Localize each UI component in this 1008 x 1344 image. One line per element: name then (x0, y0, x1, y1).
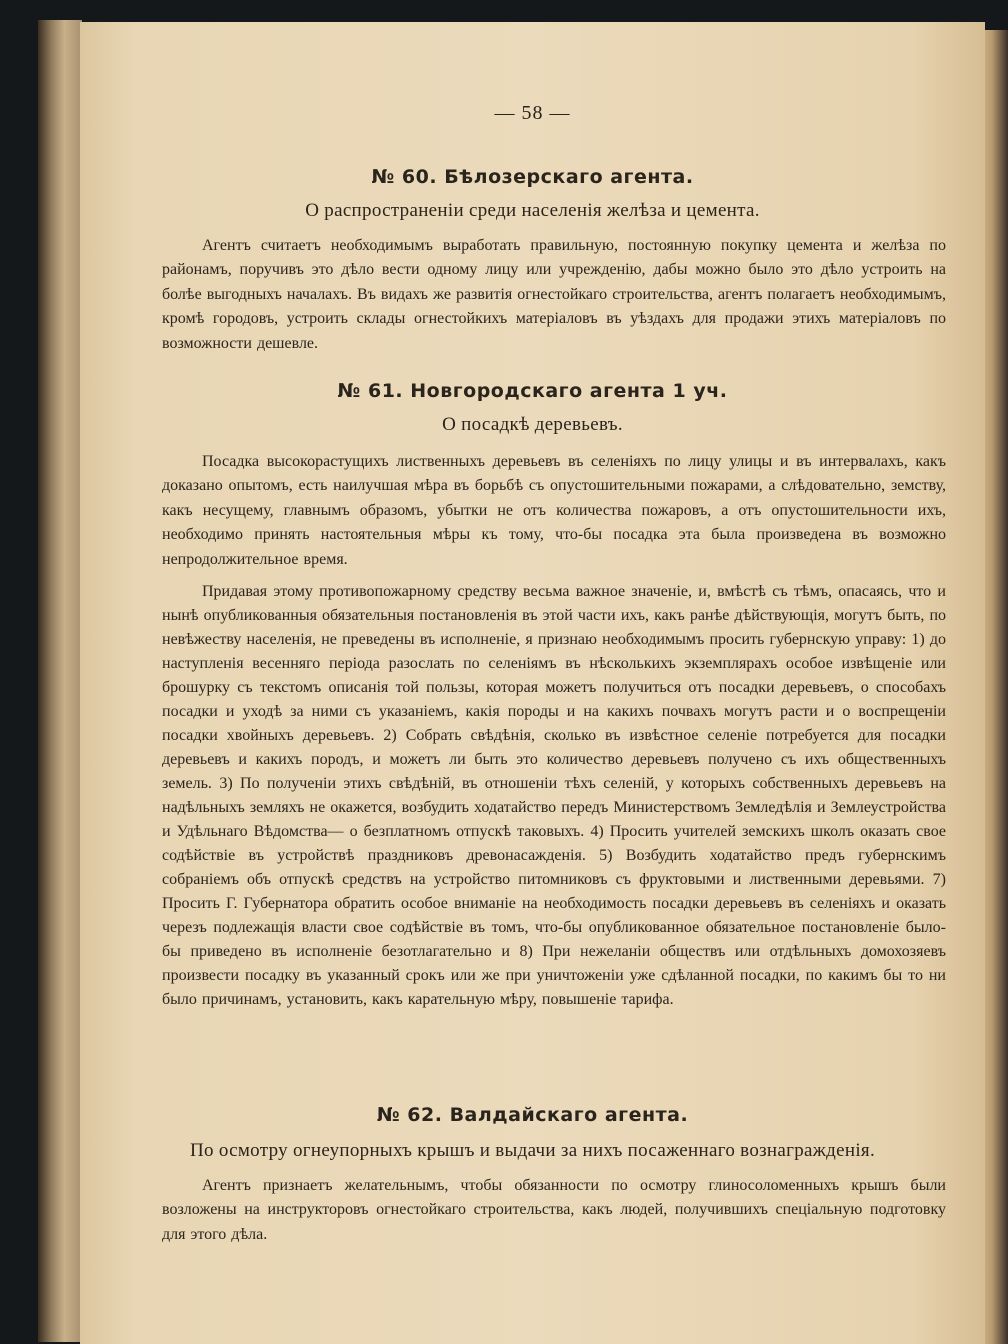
book-page (80, 22, 985, 1344)
section-61-subtitle: О посадкѣ деревьевъ. (442, 414, 623, 435)
section-61-paragraph-1: Посадка высокорастущихъ лиственныхъ деревьевъ въ селенiяхъ по лицу улицы и въ интервалахъ, какъ доказано опытомъ, есть наилучшая мѣра въ борьбѣ съ опустошительными пожарами, а слѣдовательно, земству, какъ несущему, главнымъ образомъ, убытки не отъ количества пожаровъ, а отъ опустошительности ихъ, необходимо принять настоятельныя мѣры къ тому, что-бы посадка эта была произведена въ возможно непродолжительное время. (162, 453, 946, 568)
left-page-edges (38, 20, 82, 1342)
section-61-title: № 61. Новгородскаго агента 1 уч. (337, 380, 728, 402)
section-60-subtitle: О распространенiи среди населенiя желѣза и цемента. (305, 200, 760, 221)
page-number: — 58 — (494, 102, 571, 124)
section-62-subtitle: По осмотру огнеупорныхъ крышъ и выдачи за нихъ посаженнаго вознагражденiя. (189, 1140, 876, 1161)
section-60-title: № 60. Бѣлозерскаго агента. (371, 166, 694, 188)
section-61-paragraph-2: Придавая этому противопожарному средству весьма важное значенiе, и, вмѣстѣ съ тѣмъ, опасаясь, что и нынѣ опубликованныя обязательныя постановленiя въ этой части ихъ, какъ ранѣе дѣйствующiя, могутъ быть, по невѣжеству населенiя, не преведены въ исполненiе, я признаю необходимымъ просить губернскую управу: 1) до наступленiя весенняго перiода разослать по селенiямъ въ нѣсколькихъ экземплярахъ особое извѣщенiе или брошурку съ текстомъ описанiя той пользы, которая можетъ получиться отъ посадки деревьевъ, о способахъ посадки и уходѣ за ними съ указанiемъ, какiя породы и на какихъ почвахъ могутъ расти и о воспрещенiи посадки хвойныхъ деревьевъ. 2) Собрать свѣдѣнiя, сколько въ извѣстное селенiе потребуется для посадки деревьевъ и какихъ породъ, и можетъ ли быть это количество деревьевъ получено съ ихъ общественныхъ земель. 3) По полученiи этихъ свѣдѣнiй, въ отношенiи тѣхъ селенiй, у которыхъ собственныхъ деревьевъ на надѣльныхъ земляхъ не окажется, возбудить ходатайство передъ Министерствомъ Земледѣлiя и Землеустройства и Удѣльнаго Вѣдомства— о безплатномъ отпускѣ таковыхъ. 4) Просить учителей земскихъ школъ оказать свое содѣйствiе въ устройствѣ праздниковъ древонасажденiя. 5) Возбудить ходатайство предъ губернскимъ собранiемъ объ отпускѣ средствъ на устройство питомниковъ съ фруктовыми и лиственными деревьями. 7) Просить Г. Губернатора обратить особое вниманiе на необходимость посадки деревьевъ въ селенiяхъ и оказать черезъ подлежащiя власти свое содѣйствiе въ томъ, что-бы опубликованное обязательное постановленiе было-бы приведено въ исполненiе безотлагательно и 8) При нежеланiи обществъ или отдѣльныхъ домохозяевъ произвести посадку въ указанный срокъ или же при уничтоженiи уже сдѣланной посадки, по какимъ бы то ни было причинамъ, установить, какъ карательную мѣру, повышенiе тарифа. (162, 583, 946, 1008)
section-60-paragraph-1: Агентъ считаетъ необходимымъ выработать правильную, постоянную покупку цемента и желѣза по районамъ, поручивъ это дѣло вести одному лицу или учрежденiю, дабы можно было это дѣло устроить на болѣе выгодныхъ началахъ. Въ видахъ же развитiя огнестойкаго строительства, агентъ полагаетъ необходимымъ, кромѣ городовъ, устроить склады огнестойкихъ матерiаловъ въ уѣздахъ для продажи этихъ матерiаловъ по возможности дешевле. (162, 237, 946, 352)
section-62-paragraph-1: Агентъ признаетъ желательнымъ, чтобы обязанности по осмотру глиносоломенныхъ крышъ были возложены на инструкторовъ огнестойкаго строительства, какъ людей, получившихъ спецiальную подготовку для этого дѣла. (162, 1177, 946, 1243)
section-62-title: № 62. Валдайскаго агента. (376, 1104, 689, 1126)
